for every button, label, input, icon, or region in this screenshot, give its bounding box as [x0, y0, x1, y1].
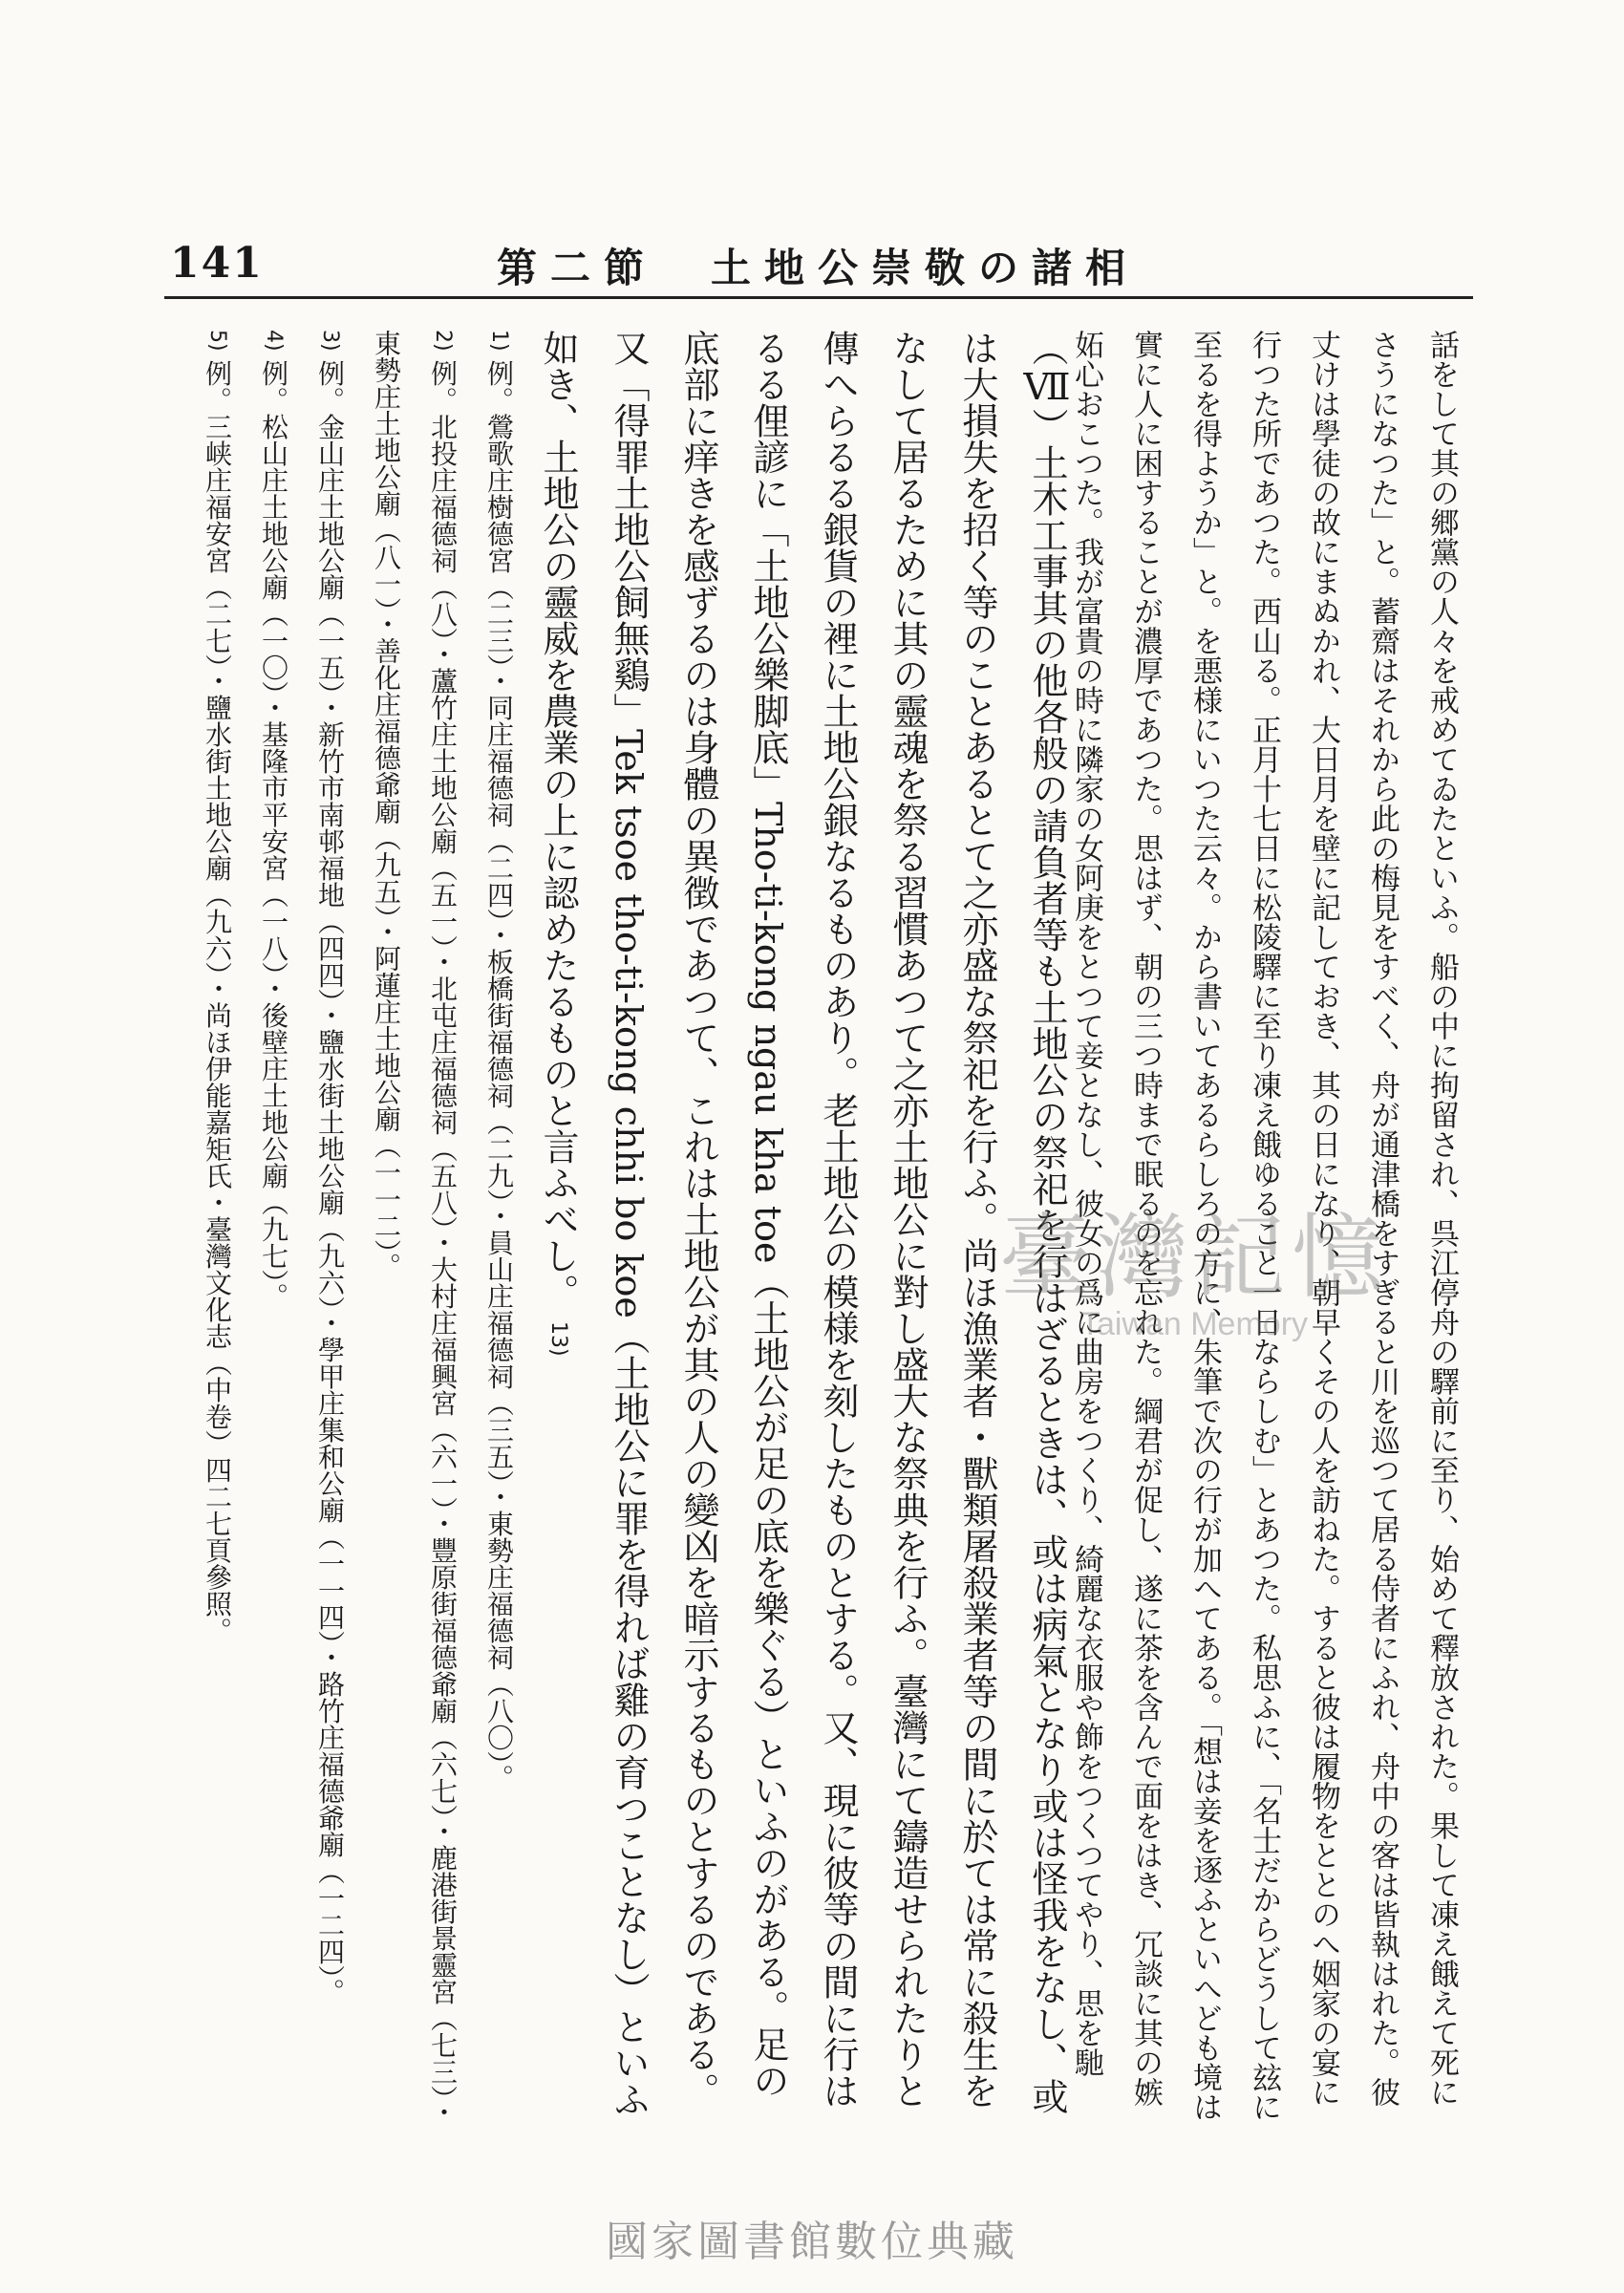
- footnote-number: 2): [431, 330, 455, 352]
- footnote-2: [358, 330, 471, 2126]
- footnote-number: 3): [318, 330, 342, 352]
- header-rule: [164, 296, 1473, 299]
- footnote-text: 例。三峡庄福安宮（二七）・鹽水街土地公廟（九六）・尚ほ伊能嘉矩氏・臺灣文化志（中卷）四二七頁參照。: [202, 359, 233, 1644]
- running-head: 第二節 土地公崇敬の諸相: [497, 245, 1140, 291]
- page-number: 141: [170, 239, 264, 288]
- footnote-text: 例。北投庄福德祠（八）・蘆竹庄土地公廟（五一）・北屯庄福德祠（五八）・大村庄福興宮（六一）・豐原街福德爺廟（六七）・鹿港街景靈宮（七三）・東勢庄土地公廟（八一）・善化庄福德爺廟（九五）・阿蓮庄土地公廟（一一二）。: [371, 330, 459, 2126]
- footnotes: [183, 330, 527, 2126]
- note-marker: 13): [546, 1321, 570, 1357]
- footer-source: 國家圖書館數位典藏: [606, 2218, 1018, 2266]
- paragraph-quotation: 話をして其の郷黨の人々を戒めてゐたといふ。船の中に拘留され、呉江停舟の驛前に至り、始めて釋放された。果して凍え餓えて死にさうになつた」と。蓄齋はそれから此の梅見をすべく、舟が通津橋をすぎると川を巡つて居る侍者にふれ、舟中の客は皆執はれた。彼丈けは學徒の故にまぬかれ、大日月を壁に記しておき、其の日になり、朝早くその人を訪ねた。すると彼は履物をととのへ姻家の宴に行つた所であつた。西山る。正月十七日に松陵驛に至り凍え餓ゆること一日ならしむ」とあつた。私思ふに、「名士だからどうして玆に至るを得ようか」と。を悪様にいつた云々。から書いてあるらしろの方に、朱筆で次の行が加へてある。「想は妾を逐ふといへども境は實に人に困することが濃厚であつた。思はず、朝の三つ時まで眠るのを忘れた。綱君が促し、遂に茶を含んで面をはき、冗談に其の嫉妬心おこつた。我が富貴の時に隣家の女阿庚をとつて妾となし、彼女の爲に曲房をつくり、綺麗な衣服や飾をつくつてやり、思を馳: [1069, 330, 1459, 2122]
- paragraph-vii-text: （Ⅶ）土木工事其の他各般の請負者等も土地公の祭祀を行はざるときは、或は病氣となり或は怪我をなし、或は大損失を招く等のことあるとて之亦盛な祭祀を行ふ。尚ほ漁業者・獸類屠殺業者等の間に於ては常に殺生をなして居るために其の靈魂を祭る習慣あつて之亦土地公に對し盛大な祭典を行ふ。臺灣にて鑄造せられたりと傳へらるる銀貨の裡に土地公銀なるものあり。老土地公の模様を刻したものとする。又、現に彼等の間に行はるる俚諺に「土地公樂脚底」Tho-ti-kong ngau kha toe（土地公が足の底を樂ぐる）といふのがある。足の底部に痒きを感ずるのは身體の異徴であつて、これは土地公が其の人の變凶を暗示するものとするのである。又「得罪土地公飼無鷄」Tek tsoe tho-ti-kong chhi bo koe（土地公に罪を得れば雞の育つことなし）といふ如き、土地公の靈威を農業の上に認めたるものと言ふべし。: [537, 330, 1068, 2117]
- watermark-cjk: 臺灣記憶: [999, 1204, 1389, 1311]
- footnote-number: 5): [205, 330, 229, 352]
- footnote-text: 例。鶯歌庄樹德宮（二三）・同庄福德祠（二四）・板橋街福德祠（二九）・員山庄福德祠（三五）・東勢庄福德祠（八〇）。: [483, 359, 515, 1791]
- footnote-number: 4): [262, 330, 286, 352]
- footnote-5: [189, 330, 246, 2126]
- footnote-4: [246, 330, 302, 2126]
- footnote-3: [302, 330, 358, 2126]
- footnote-number: 1): [487, 330, 511, 352]
- footnote-1: [471, 330, 527, 2126]
- watermark-latin: Taiwan Memory: [1079, 1306, 1309, 1342]
- footnote-text: 例。金山庄土地公廟（一五）・新竹市南邨福地（四四）・鹽水街土地公廟（九六）・學甲庄集和公廟（一一四）・路竹庄福德爺廟（一二四）。: [314, 359, 346, 2005]
- watermark-logo: [984, 1185, 1404, 1343]
- footnote-text: 例。松山庄土地公廟（一〇）・基隆市平安宮（一八）・後壁庄土地公廟（九七）。: [258, 359, 289, 1310]
